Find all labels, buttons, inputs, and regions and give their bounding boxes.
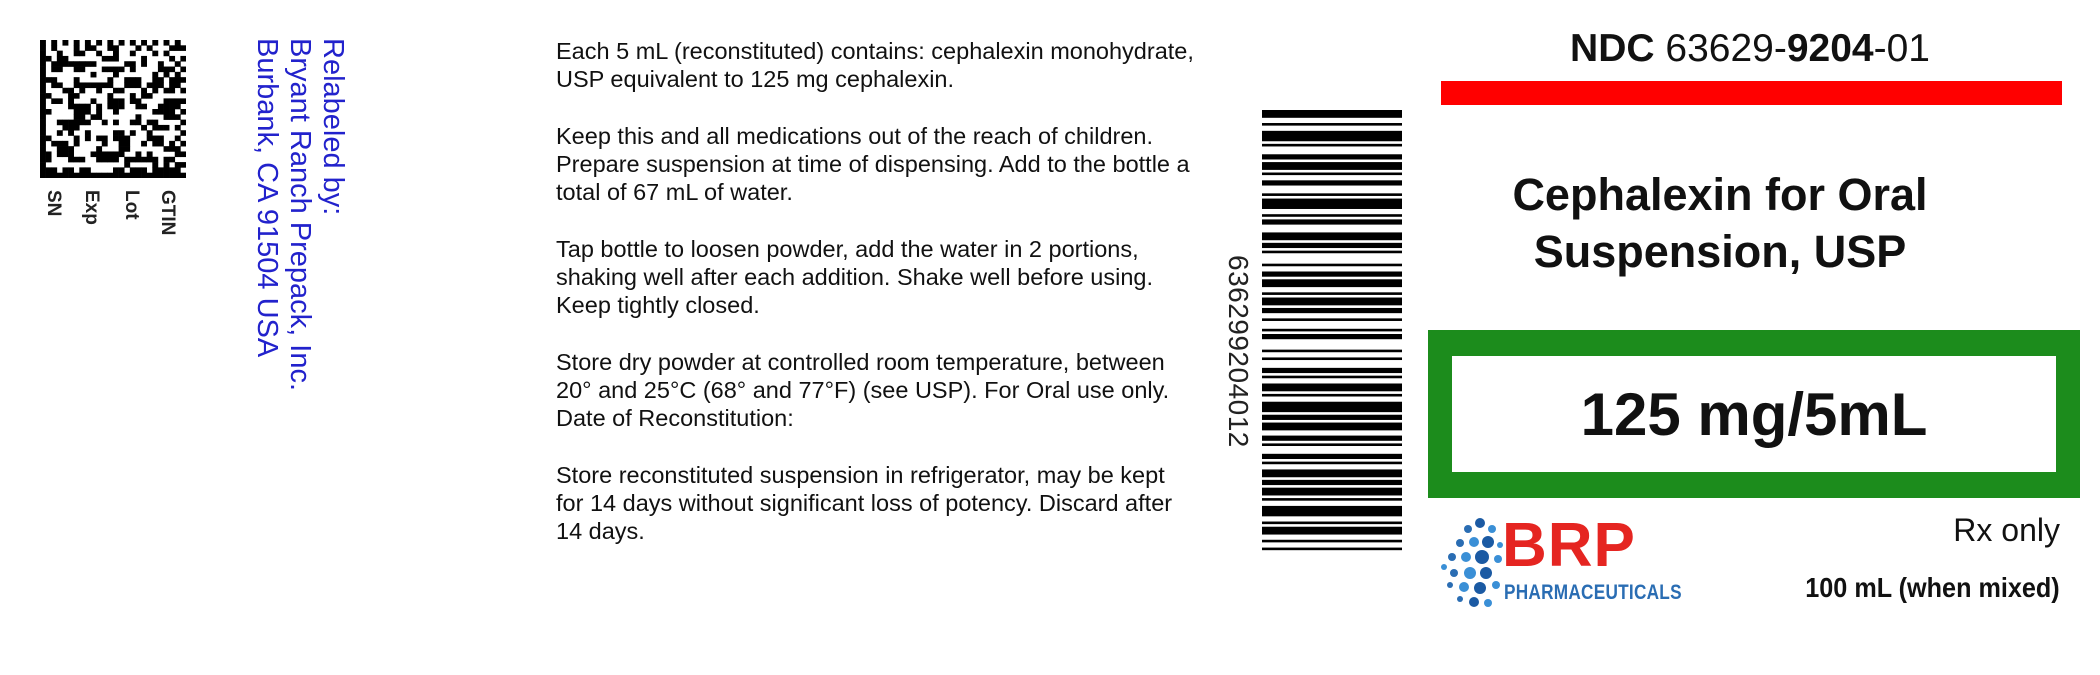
ndc-code — [1440, 24, 2060, 74]
gtin-label: GTIN — [157, 190, 178, 236]
red-band — [1441, 81, 2062, 105]
info-paragraph: Store reconstituted suspension in refrigerator, may be kept for 14 days without significant loss of potency. Discard after 14 days. — [556, 462, 1173, 544]
product-name — [1400, 166, 2040, 280]
strength-box-inner — [1452, 356, 2056, 472]
ndc-package: -01 — [1873, 27, 1930, 70]
relabeler-line: Burbank, CA 91504 USA — [251, 38, 283, 358]
datamatrix-code — [40, 40, 186, 178]
dosage-instructions — [556, 37, 1196, 574]
relabeler-line: Relabeled by: — [317, 38, 349, 216]
ndc-product: 9204 — [1786, 27, 1874, 70]
relabeler-line: Bryant Ranch Prepack, Inc. — [284, 38, 316, 391]
info-paragraph: Store dry powder at controlled room temperature, between 20° and 25°C (68° and 77°F) (see USP). For Oral use only. Date of Reconstitution: — [556, 349, 1170, 431]
ndc-labeler: 63629- — [1665, 27, 1787, 70]
logo-subtitle: PHARMACEUTICALS — [1504, 581, 1682, 604]
dots-globe-icon — [1440, 515, 1506, 615]
ndc-prefix: NDC — [1570, 27, 1655, 70]
barcode — [1262, 110, 1402, 558]
info-paragraph: Tap bottle to loosen powder, add the water in 2 portions, shaking well after each addition. Shake well before using. Keep tightly closed. — [556, 236, 1154, 318]
info-paragraph: Keep this and all medications out of the reach of children. Prepare suspension at time of dispensing. Add to the bottle a total of 67 mL of water. — [556, 123, 1190, 205]
product-name-line: Cephalexin for Oral — [1512, 169, 1928, 220]
strength-text: 125 mg/5mL — [1580, 380, 1928, 448]
relabeler-info — [250, 38, 349, 391]
barcode-number: 636299204012 — [1223, 255, 1254, 448]
sn-label: SN — [43, 190, 64, 217]
info-paragraph: Each 5 mL (reconstituted) contains: cephalexin monohydrate, USP equivalent to 125 mg cephalexin. — [556, 38, 1194, 92]
field-labels — [40, 190, 190, 250]
brp-logo — [1440, 511, 1690, 615]
product-name-line: Suspension, USP — [1533, 226, 1907, 277]
strength-box — [1428, 330, 2080, 498]
lot-label: Lot — [121, 190, 142, 220]
exp-label: Exp — [81, 190, 102, 225]
volume-text: 100 mL (when mixed) — [1805, 572, 2060, 603]
rx-only-text: Rx only — [1953, 512, 2060, 548]
logo-brand: BRP — [1502, 511, 1636, 580]
